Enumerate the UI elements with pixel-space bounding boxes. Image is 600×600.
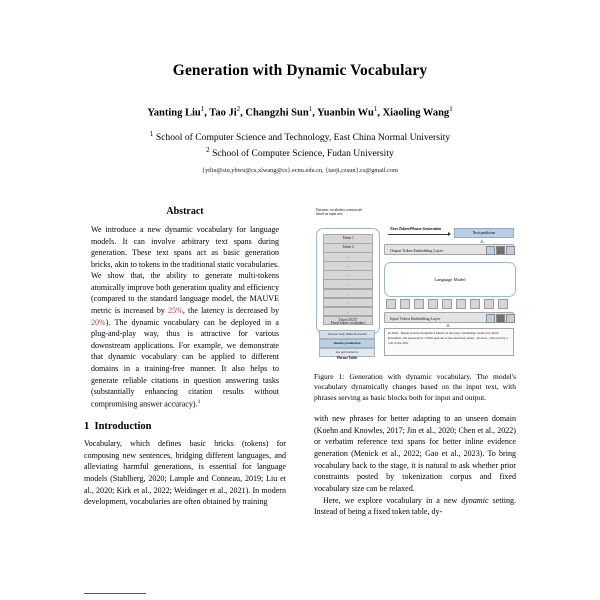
right-paragraph-2-post: setting. Instead of being a fixed token table, dy- <box>314 495 516 517</box>
author-affil-marker: 1 <box>373 104 378 113</box>
hidden-state-square <box>456 299 466 309</box>
section-number: 1 <box>84 420 90 432</box>
hidden-state-square <box>414 299 424 309</box>
hidden-state-square <box>498 299 508 309</box>
author-affil-marker: 1 <box>308 104 313 113</box>
phrase-table <box>319 330 375 357</box>
intro-paragraph-1: Vocabulary, which defines basic bricks (tokens) for composing new sentences, bridging different languages, and alleviating harmful generations, is essential for language models (Stahlberg, 2020; Lample and Conneau, 2019; Liu et al., 2020; Kirk et al., 2022; Weidinger et al., 2021). In modern development, vocabularies are often obtained by training <box>84 438 286 507</box>
next-token-phrase-generation-label: Next Token/Phrase Generation <box>390 226 442 231</box>
token-cell: ... <box>323 270 373 280</box>
right-paragraph-1: with new phrases for better adapting to an unseen domain (Koehn and Knowles, 2017; Jin et al., 2020; Chen et al., 2022) or verbatim reference text spans for better inline evidence generation (Menick et al., 2022; Gao et al., 2023). To bring vocabulary back to the stage, it is natural to ask whether prior constraints posted by tokenization corpus and fixed vocabulary size can be relaxed. <box>314 414 516 493</box>
generation-arrow-icon <box>388 234 450 235</box>
phrase-table-label: Phrase Table <box>336 356 358 360</box>
affiliation-2: $^2$ School of Computer Science, Fudan University <box>206 145 394 160</box>
figure-1-diagram <box>314 206 516 366</box>
abstract-highlight-latency: 20% <box>91 317 106 327</box>
output-embedding-square <box>506 246 515 255</box>
token-cell: ... <box>323 289 373 299</box>
output-token-embedding-layer: Output Token Embedding Layer <box>384 244 514 255</box>
footnote-separator <box>84 593 146 594</box>
figure-dynamic-vocab-title <box>316 208 388 216</box>
input-text-box: In 2016 , Beuter starred alongside 9 fathers in the play Citizenship, written by Mark Ravenhill . He appeared in a 2016 episode of the television series , Doctors , followed by a role in the 2011 <box>384 328 514 356</box>
hidden-state-square <box>428 299 438 309</box>
section-title: Introduction <box>94 420 152 432</box>
hidden-state-square <box>386 299 396 309</box>
affiliation-1: $^1$ School of Computer Science and Technology, East China Normal University <box>149 129 451 143</box>
output-embedding-square <box>496 246 505 255</box>
output-embedding-square <box>486 246 495 255</box>
author-list: Yanting Liu$^1$, Tao Ji$^2$, Changzhi Sun$^1$, Yuanbin Wu$^1$, Xiaoling Wang$^1$ <box>147 104 453 119</box>
token-cell: ... <box>323 307 373 317</box>
affiliations <box>0 129 600 161</box>
dynamic-vocab-title-line1: Dynamic vocabulary constructed <box>316 208 362 212</box>
figure-1-caption: Figure 1: Generation with dynamic vocabulary. The model's vocabulary dynamically changes based on the input text, with phrases serving as basic blocks both for input and output. <box>314 372 516 402</box>
abstract-part-3: ). The dynamic vocabulary can be deployed in a plug-and-play way, thus is attractive for various downstream applications. For example, we demonstrate that dynamic vocabulary can be applied to different domains in a training-free manner. It also helps to generate reliable citations in question answering tasks (substantially enhancing citation results without compromising answer accuracy). <box>91 317 279 409</box>
token-cell: Token 2 <box>323 243 373 253</box>
token-cell: Token 50257 <box>323 316 373 326</box>
abstract-part-2: , the latency is decreased by <box>182 306 280 316</box>
token-cell: ... <box>323 261 373 271</box>
dynamic-vocabulary-panel <box>316 228 380 334</box>
author-name: Yanting Liu <box>147 107 201 119</box>
abstract-text <box>84 224 286 410</box>
right-paragraph-2-pre: Here, we explore vocabulary in a new <box>323 495 462 505</box>
up-arrow-icon <box>446 323 450 327</box>
language-model-box: Language Model <box>384 262 516 297</box>
dynamic-vocab-title-line2: based on input text <box>316 212 343 217</box>
phrase-row: theatre production <box>319 339 375 348</box>
input-token-embedding-layer: Input Token Embedding Layer <box>384 312 514 323</box>
title-block <box>0 62 600 174</box>
right-column <box>314 206 516 518</box>
next-prediction-box: Next prediction <box>454 228 514 238</box>
hidden-state-square <box>470 299 480 309</box>
author-affil-marker: 2 <box>236 104 241 113</box>
author-name: Xiaoling Wang <box>382 107 450 119</box>
hidden-state-square <box>400 299 410 309</box>
up-arrow-icon <box>480 239 484 243</box>
author-name: Yuanbin Wu <box>317 107 374 119</box>
input-embedding-square <box>506 314 515 323</box>
abstract-highlight-mauve: 25% <box>168 306 183 316</box>
page-title: Generation with Dynamic Vocabulary <box>172 62 428 79</box>
contact-emails: {ytliu@stu,ybwu@cs,xlwang@cs}.ecnu.edu.cn, {taoji,czsun}.cs@gmail.com <box>202 166 398 174</box>
affiliation-1-text: School of Computer Science and Technology, East China Normal University <box>155 131 451 143</box>
input-embedding-square <box>496 314 505 323</box>
phrase-row: Actress Jody Mark Rotweild <box>319 330 375 339</box>
author-name: Tao Ji <box>209 107 237 119</box>
token-stack <box>323 234 373 325</box>
abstract-heading: Abstract <box>166 206 204 217</box>
hidden-state-row <box>384 299 514 307</box>
right-paragraph-2-emphasis: dynamic <box>461 495 489 505</box>
abstract-footnote-marker: 1 <box>197 398 201 405</box>
phrase-row: has performed at <box>319 348 375 357</box>
fixed-token-vocabulary-label: Fixed token vocabulary <box>330 321 366 325</box>
token-cell: ... <box>323 298 373 308</box>
affiliation-2-text: School of Computer Science, Fudan University <box>212 148 394 160</box>
token-cell: ... <box>323 252 373 262</box>
author-affil-marker: 1 <box>200 104 205 113</box>
token-cell: ... <box>323 279 373 289</box>
author-affil-marker: 1 <box>449 104 453 113</box>
input-embedding-square <box>486 314 495 323</box>
section-heading-introduction <box>84 421 286 432</box>
left-column <box>84 206 286 508</box>
token-cell: Token 1 <box>323 234 373 244</box>
abstract-part-1: We introduce a new dynamic vocabulary for language models. It can involve arbitrary text spans during generation. These text spans act as basic generation bricks, akin to tokens in the traditional static vocabularies. We show that, the ability to generate multi-tokens atomically improve both generation quality and efficiency (compared to the standard language model, the MAUVE metric is increased by <box>91 225 279 316</box>
hidden-state-square <box>484 299 494 309</box>
author-name: Changzhi Sun <box>245 107 309 119</box>
hidden-state-square <box>442 299 452 309</box>
right-paragraph-2 <box>314 495 516 518</box>
